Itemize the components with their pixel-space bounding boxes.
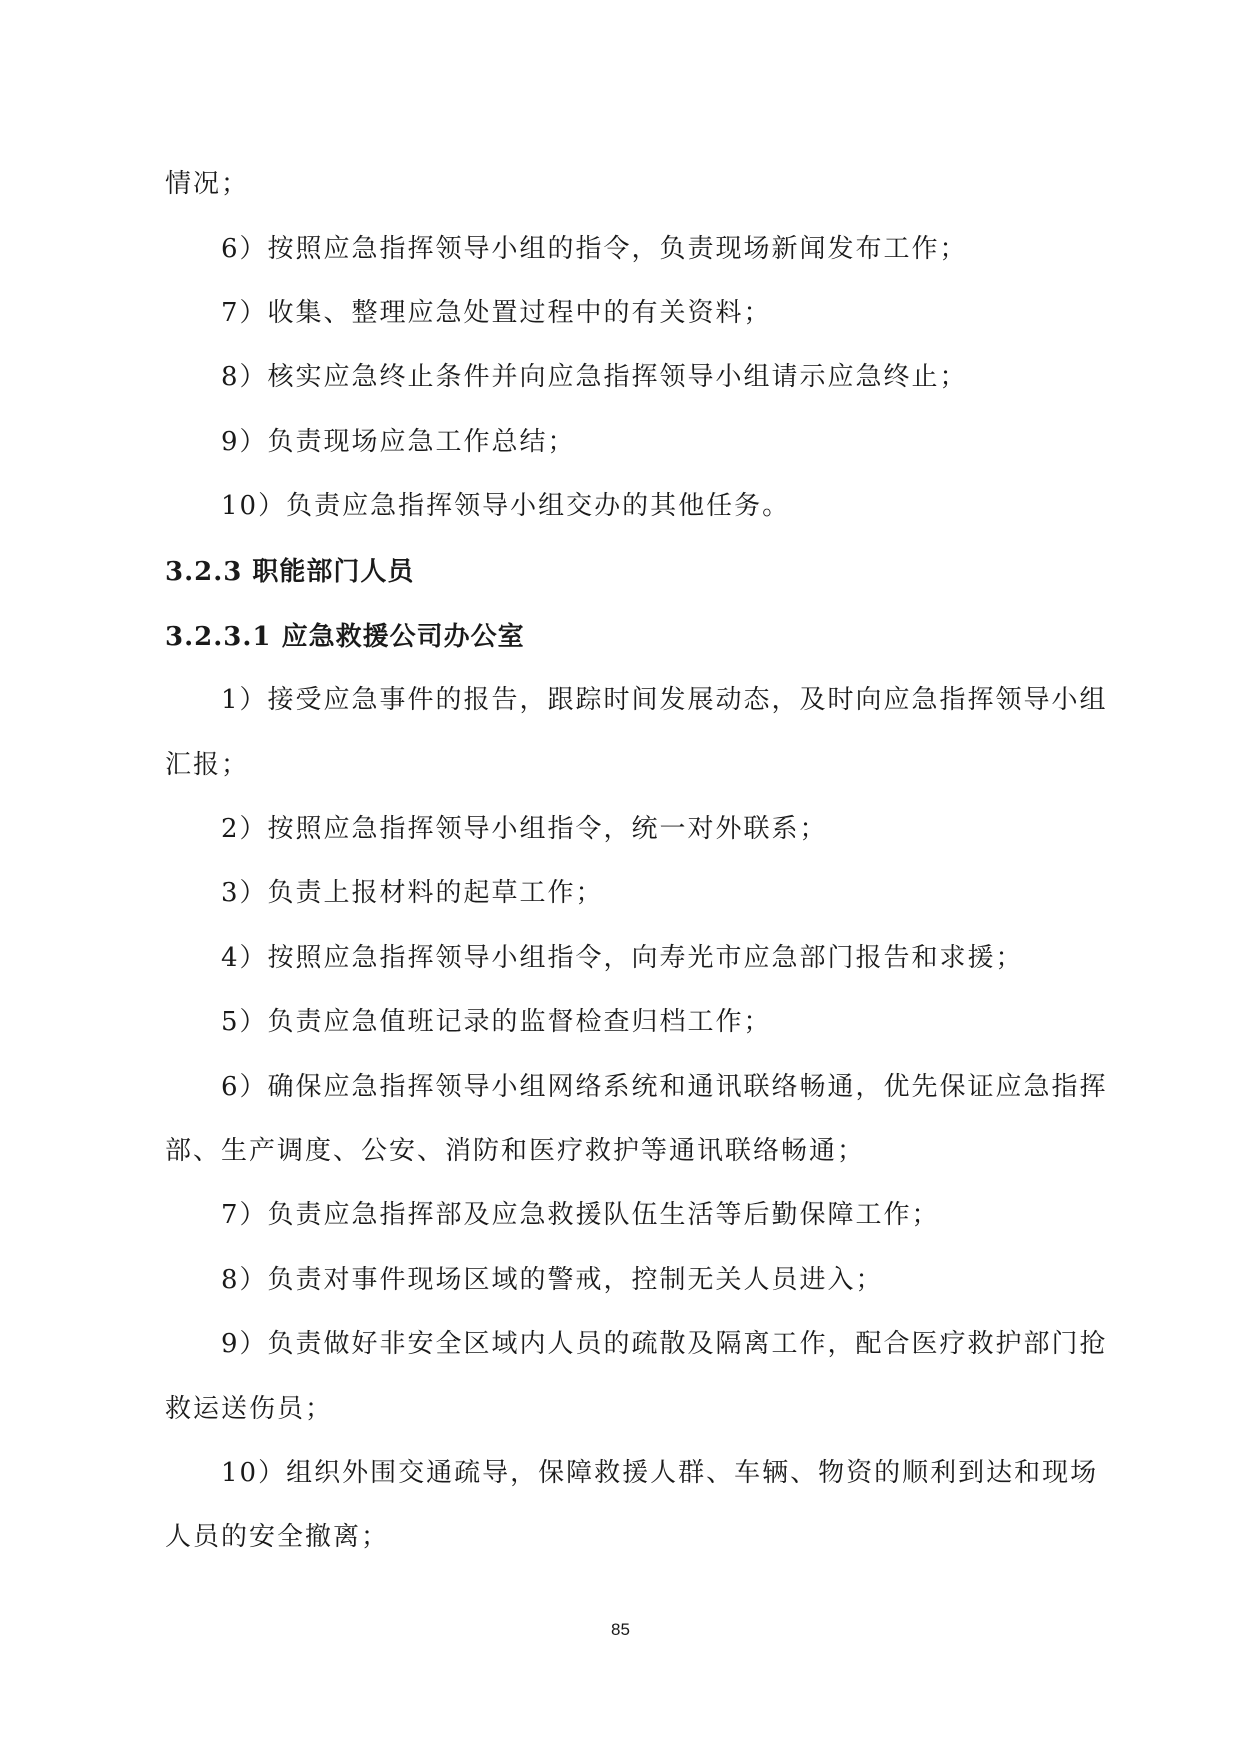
list-item: 6）按照应急指挥领导小组的指令，负责现场新闻发布工作；	[221, 234, 968, 264]
list-item: 7）收集、整理应急处置过程中的有关资料；	[221, 298, 772, 328]
list-item: 4）按照应急指挥领导小组指令，向寿光市应急部门报告和求援；	[221, 943, 1024, 973]
subsection-heading: 3.2.3.1 应急救援公司办公室	[165, 622, 525, 652]
list-item: 9）负责现场应急工作总结；	[221, 427, 576, 457]
paragraph-continuation: 人员的安全撤离；	[165, 1522, 390, 1552]
list-item: 9）负责做好非安全区域内人员的疏散及隔离工作，配合医疗救护部门抢	[221, 1329, 1108, 1359]
list-item: 10）组织外围交通疏导，保障救援人群、车辆、物资的顺利到达和现场	[221, 1458, 1099, 1488]
list-item: 8）核实应急终止条件并向应急指挥领导小组请示应急终止；	[221, 362, 968, 392]
section-heading: 3.2.3 职能部门人员	[165, 557, 415, 587]
list-item: 5）负责应急值班记录的监督检查归档工作；	[221, 1007, 772, 1037]
list-item: 10）负责应急指挥领导小组交办的其他任务。	[221, 491, 791, 521]
page-number: 85	[611, 1620, 630, 1639]
paragraph-continuation: 部、生产调度、公安、消防和医疗救护等通讯联络畅通；	[165, 1136, 866, 1166]
list-item: 7）负责应急指挥部及应急救援队伍生活等后勤保障工作；	[221, 1200, 940, 1230]
list-item: 3）负责上报材料的起草工作；	[221, 878, 604, 908]
list-item: 2）按照应急指挥领导小组指令，统一对外联系；	[221, 814, 828, 844]
list-item: 1）接受应急事件的报告，跟踪时间发展动态，及时向应急指挥领导小组	[221, 685, 1108, 715]
paragraph-continuation: 情况；	[165, 169, 250, 199]
list-item: 8）负责对事件现场区域的警戒，控制无关人员进入；	[221, 1265, 884, 1295]
paragraph-continuation: 汇报；	[165, 750, 250, 780]
paragraph-continuation: 救运送伤员；	[165, 1394, 334, 1424]
list-item: 6）确保应急指挥领导小组网络系统和通讯联络畅通，优先保证应急指挥	[221, 1072, 1108, 1102]
